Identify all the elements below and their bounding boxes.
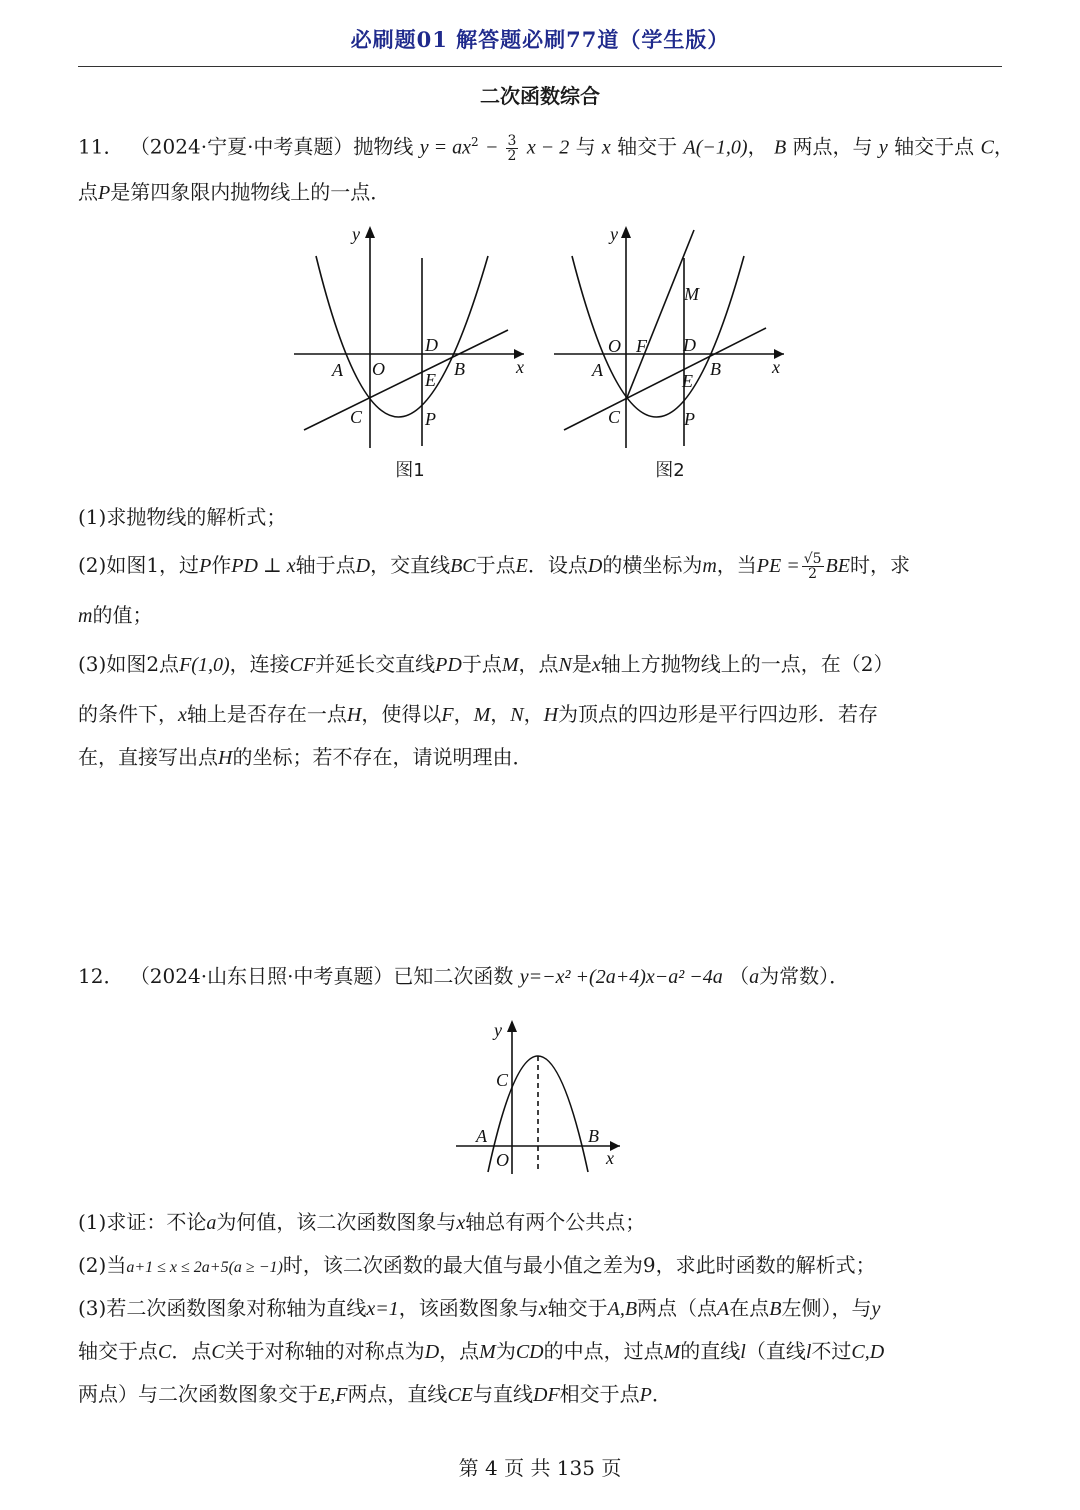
fig1-label-E: E: [425, 370, 436, 390]
q11-p3-l3-H: H: [218, 747, 233, 769]
q11-p3-text-g: 轴上方抛物线上的一点，在（2）: [600, 652, 894, 676]
fig2-label-x: x: [772, 357, 780, 377]
q11-p2-text-d: ，交直线: [370, 553, 451, 577]
q12-part3-line2: [78, 1337, 884, 1366]
q12-p1-text-b: 为何值，该二次函数图象与: [216, 1210, 457, 1234]
q11-part3-line3: [78, 743, 532, 772]
q12-p1-var: a: [206, 1212, 217, 1234]
q12-p3-l3-text-b: 两点，直线: [347, 1382, 448, 1406]
q11-p3-l2-text-d: 为顶点的四边形是平行四边形．若存: [558, 702, 879, 726]
q11-p3-N: N: [558, 654, 572, 676]
q12-stem: [78, 962, 849, 991]
fig2-label-M: M: [684, 284, 699, 304]
q11-p3-l2-comma2: ，: [490, 702, 511, 726]
q12-p3-l2-M: M: [479, 1341, 496, 1363]
q12-p2-inequality: a+1 ≤ x ≤ 2a+5(a ≥ −1): [126, 1259, 283, 1276]
q12-p3-text-c: 轴交于: [547, 1296, 608, 1320]
q11-p3-l2-text-b: 轴上是否存在一点: [186, 702, 347, 726]
q12-p3-l3-text-c: 与直线: [473, 1382, 533, 1406]
q11-p3-CF: CF: [289, 654, 316, 676]
fig2-label-P: P: [684, 409, 695, 429]
q11-p3-l2-F: F: [441, 704, 454, 726]
q11-line2-text-a: 点: [78, 180, 98, 204]
q12-p3-text-e: 在点: [729, 1296, 770, 1320]
fig1-label-D: D: [425, 335, 438, 355]
q12-label-x: x: [606, 1148, 614, 1168]
q12-p3-eq: x=1: [366, 1298, 399, 1320]
q11-p3-text-a: (3)如图2点: [78, 652, 180, 676]
q12-p3-l2-l2: l: [805, 1341, 812, 1363]
fig1-parabola: [316, 256, 488, 417]
q11-comma1: ，: [747, 134, 768, 159]
q11-source: （2024·宁夏·中考真题）抛物线: [129, 134, 414, 159]
q11-p2-text-f: ．设点: [527, 553, 588, 577]
q12-p3-l2-C2: C: [211, 1341, 225, 1363]
q11-p2-E: E: [515, 555, 528, 577]
q12-p3-text-d: 两点（点: [637, 1296, 718, 1320]
q11-p3-l2-comma3: ，: [523, 702, 544, 726]
header-divider: [78, 66, 1002, 67]
q11-line2-P: P: [98, 182, 111, 204]
q11-p3-l2-H2: H: [543, 704, 559, 726]
q11-p3-l2-text-a: 的条件下，: [78, 702, 178, 726]
q12-part1: [78, 1208, 645, 1237]
q12-p2-text-b: 时，该二次函数的最大值与最小值之差为9，求此时函数的解析式；: [282, 1253, 876, 1277]
q11-p3-text-b: ，连接: [229, 652, 290, 676]
fig2-label-E: E: [682, 371, 693, 391]
q11-pointC: C: [980, 136, 994, 159]
q12-label-A: A: [476, 1126, 487, 1146]
q11-p2-frac-num: √5: [803, 551, 822, 567]
q11-pointB: B: [773, 136, 787, 159]
q11-frac-num: 3: [507, 132, 517, 149]
q12-p1-text-c: 轴总有两个公共点；: [465, 1210, 646, 1234]
q11-figure-1: [280, 218, 540, 448]
q12-p1-x: x: [456, 1212, 466, 1234]
q11-p3-text-f: 是: [571, 652, 592, 676]
q11-p2-text-e: 于点: [475, 553, 516, 577]
q11-p2-line2-text: 的值；: [92, 603, 153, 627]
q12-p3-l2-CD: CD: [515, 1341, 544, 1363]
q11-p2-line2-m: m: [78, 605, 93, 627]
q12-p3-l2-text-f: 的中点，过点: [543, 1339, 664, 1363]
q12-y-arrow: [507, 1020, 517, 1032]
q12-p3-A: A: [717, 1298, 730, 1320]
q12-p3-AB: A,B: [607, 1298, 638, 1320]
q11-p3-l2-x: x: [178, 704, 187, 726]
q12-p3-l2-text-a: 轴交于点: [78, 1339, 158, 1363]
fig1-label-C: C: [350, 407, 363, 427]
q11-part1: (1)求抛物线的解析式；: [78, 505, 287, 529]
q11-p2-text-h: ，当: [716, 553, 757, 577]
q11-p3-x: x: [591, 654, 601, 676]
q12-p3-l2-D: D: [424, 1341, 440, 1363]
q12-p1-text-a: (1)求证：不论: [78, 1210, 207, 1234]
q11-part3-line2: [78, 700, 878, 729]
q11-p2-P: P: [199, 555, 212, 577]
q11-p2-text-c: 轴于点: [295, 553, 356, 577]
q11-p2-frac-den: 2: [808, 566, 818, 582]
q12-number: 12．: [78, 964, 124, 988]
q11-p3-F: F(1,0): [179, 654, 230, 676]
q11-line2-text-b: 是第四象限内抛物线上的一点．: [110, 180, 391, 204]
q11-text4: 轴交于点: [894, 134, 975, 159]
q12-source: （2024·山东日照·中考真题）已知二次函数: [129, 964, 514, 988]
q12-note-var: a: [749, 966, 760, 988]
q12-p3-l3-text-d: 相交于点: [559, 1382, 640, 1406]
q11-p2-D: D: [355, 555, 371, 577]
q11-eq-fraction: [506, 134, 519, 163]
q11-p3-text-e: ，点: [518, 652, 559, 676]
q11-p2-fraction: [802, 552, 824, 581]
fig2-label-C: C: [608, 407, 621, 427]
section-title: 二次函数综合: [480, 84, 600, 108]
q11-p2-D2: D: [587, 555, 603, 577]
q12-label-B: B: [588, 1126, 599, 1146]
q12-p3-l3-CE: CE: [447, 1384, 473, 1406]
q11-p3-PD: PD: [435, 654, 462, 676]
q11-eq-minus: −: [485, 136, 504, 159]
q11-part2-line1: [78, 551, 910, 581]
q12-note-open: （: [729, 964, 750, 988]
q11-p3-l3-text-a: 在，直接写出点: [78, 745, 218, 769]
q12-p3-l2-CD2: C,D: [851, 1341, 885, 1363]
fig1-label-P: P: [425, 409, 436, 429]
header-title: 必刷题01 解答题必刷77道（学生版）: [350, 27, 730, 52]
q11-text3: 两点，与: [792, 134, 873, 159]
fig1-label-x: x: [516, 357, 524, 377]
q11-p2-text-a: (2)如图1，过: [78, 553, 200, 577]
fig2-label-D: D: [683, 335, 696, 355]
q11-p3-l2-text-c: ，使得以: [361, 702, 442, 726]
q11-p3-l2-comma1: ，: [453, 702, 474, 726]
q11-p3-text-c: 并延长交直线: [315, 652, 436, 676]
q12-p3-text-f: 左侧），与: [781, 1296, 872, 1320]
q12-label-C: C: [496, 1070, 509, 1090]
fig1-y-arrow: [365, 226, 375, 238]
q11-p3-M: M: [501, 654, 519, 676]
q11-p3-l2-H: H: [346, 704, 362, 726]
q11-x1: x: [601, 136, 611, 159]
q11-eq-left: y = ax: [419, 136, 472, 159]
q12-p3-l3-text-e: ．: [651, 1382, 672, 1406]
q12-p3-l2-text-e: 为: [495, 1339, 516, 1363]
fig1-label-A: A: [332, 360, 343, 380]
q12-part3-line3: [78, 1380, 672, 1409]
q11-p2-text-i: 时，求: [849, 553, 910, 577]
q11-figure-1-caption: 图1: [395, 460, 425, 481]
q12-p3-l2-text-i: 不过: [811, 1339, 852, 1363]
q12-note-text: 为常数）．: [759, 964, 850, 988]
q11-number: 11．: [78, 134, 124, 159]
q12-p3-l3-text-a: 两点）与二次函数图象交于: [78, 1382, 318, 1406]
q12-p3-l2-C: C: [158, 1341, 172, 1363]
fig2-label-B: B: [710, 359, 721, 379]
q11-p2-m: m: [702, 555, 717, 577]
q11-eq-square: 2: [471, 135, 479, 149]
q12-p3-l3-EF: E,F: [318, 1384, 348, 1406]
q12-p3-l2-l: l: [740, 1341, 746, 1363]
q11-stem-line2: [78, 178, 390, 207]
fig1-label-O: O: [372, 359, 385, 379]
q12-p3-l3-P: P: [639, 1384, 652, 1406]
q11-figure-2: [540, 218, 800, 448]
q11-eq-right: x − 2: [526, 136, 570, 159]
q12-p3-l2-text-g: 的直线: [680, 1339, 741, 1363]
q12-p3-l2-M2: M: [663, 1341, 681, 1363]
fig2-parabola: [572, 256, 744, 417]
q12-p3-l2-text-h: （直线: [745, 1339, 806, 1363]
q11-p2-text-g: 的横坐标为: [602, 553, 703, 577]
q12-p3-l2-text-d: ，点: [439, 1339, 480, 1363]
fig2-label-y: y: [610, 224, 618, 244]
q12-p3-x: x: [538, 1298, 548, 1320]
q12-p3-text-a: (3)若二次函数图象对称轴为直线: [78, 1296, 367, 1320]
q11-p3-l2-N: N: [510, 704, 524, 726]
fig2-label-A: A: [592, 360, 603, 380]
fig2-y-arrow: [621, 226, 631, 238]
fig2-label-F: F: [636, 336, 647, 356]
q11-text1: 与: [575, 134, 596, 159]
q12-label-O: O: [496, 1150, 509, 1170]
q12-p3-l2-text-c: 关于对称轴的对称点为: [224, 1339, 425, 1363]
q12-part2: [78, 1251, 876, 1282]
q12-part3-line1: [78, 1294, 880, 1323]
q12-p3-y: y: [871, 1298, 881, 1320]
q11-y1: y: [878, 136, 888, 159]
q12-label-y: y: [494, 1020, 502, 1040]
q11-frac-den: 2: [507, 147, 517, 164]
q11-p3-l3-text-b: 的坐标；若不存在，请说明理由．: [232, 745, 533, 769]
q12-figure: [450, 1012, 630, 1182]
q11-p3-l2-M: M: [473, 704, 491, 726]
q12-p3-l3-DF: DF: [533, 1384, 560, 1406]
q11-p2-BE: BE: [825, 555, 850, 577]
q11-part3-line1: [78, 650, 893, 679]
q12-p2-text-a: (2)当: [78, 1253, 127, 1277]
q11-p2-BC: BC: [450, 555, 476, 577]
q11-p2-PE: PE =: [756, 555, 800, 577]
q11-stem-line1: [78, 128, 1014, 163]
q11-figure-2-caption: 图2: [655, 460, 685, 481]
q11-part2-line2: [78, 601, 152, 630]
q12-p3-l2-text-b: ．点: [171, 1339, 212, 1363]
fig2-label-O: O: [608, 336, 621, 356]
q11-text2: 轴交于: [617, 134, 678, 159]
page-footer: 第 4 页 共 135 页: [458, 1456, 622, 1480]
q12-p3-text-b: ，该函数图象与: [398, 1296, 539, 1320]
q11-pointA: A(−1,0): [683, 136, 748, 159]
q11-p3-text-d: 于点: [461, 652, 502, 676]
q12-equation: y=−x² +(2a+4)x−a² −4a: [519, 966, 723, 988]
q11-p2-PD: PD ⊥ x: [231, 555, 296, 577]
q12-p3-B: B: [769, 1298, 782, 1320]
fig1-label-B: B: [454, 359, 465, 379]
q11-p2-text-b: 作: [211, 553, 232, 577]
fig1-label-y: y: [352, 224, 360, 244]
q11-comma2: ，: [993, 134, 1014, 159]
